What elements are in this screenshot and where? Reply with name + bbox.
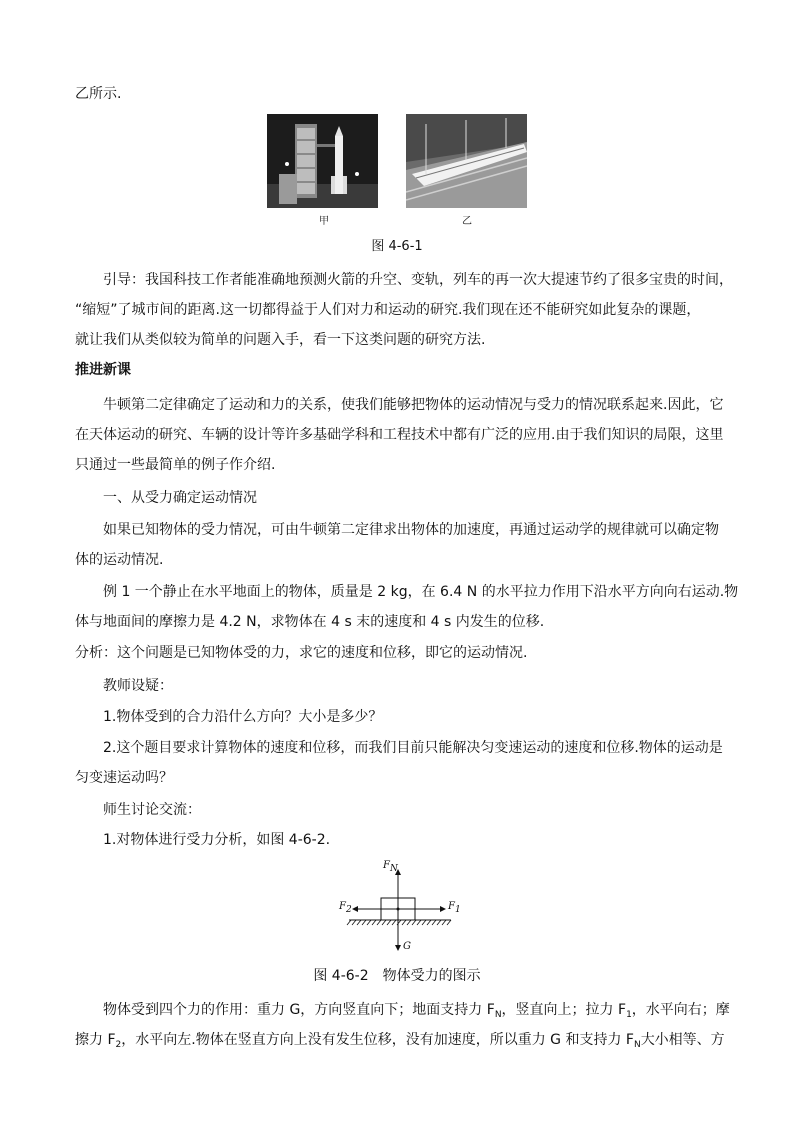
text-line: “缩短”了城市间的距离.这一切都得益于人们对力和运动的研究.我们现在还不能研究如此复杂的课题， <box>75 302 701 318</box>
text-line: 教师设疑： <box>103 678 173 694</box>
text-line: 1.物体受到的合力沿什么方向？大小是多少？ <box>103 709 383 725</box>
force-diagram <box>335 858 465 958</box>
text-line: 如果已知物体的受力情况，可由牛顿第二定律求出物体的加速度，再通过运动学的规律就可以确定物 <box>103 522 719 538</box>
rocket-launch-photo <box>267 114 378 208</box>
text-line: 体与地面间的摩擦力是 4.2 N，求物体在 4 s 末的速度和 4 s 内发生的位移. <box>75 614 545 630</box>
text-line: 1.对物体进行受力分析，如图 4-6-2. <box>103 832 331 848</box>
text-line: 物体受到四个力的作用：重力 G，方向竖直向下；地面支持力 $F_N$，竖直向上；拉力 $F_1$，水平向右；摩 <box>103 1002 730 1020</box>
text-line: 擦力 $F_2$，水平向左.物体在竖直方向上没有发生位移，没有加速度，所以重力 G 和支持力 $F_N$大小相等、方 <box>75 1032 725 1050</box>
text-line: 牛顿第二定律确定了运动和力的关系，使我们能够把物体的运动情况与受力的情况联系起来.因此，它 <box>103 397 724 413</box>
force-label-friction: $F_2$ <box>339 901 352 915</box>
force-label-gravity: G <box>403 941 411 952</box>
text-line: 在天体运动的研究、车辆的设计等许多基础学科和工程技术中都有广泛的应用.由于我们知识的局限，这里 <box>75 427 724 443</box>
text-line: 引导：我国科技工作者能准确地预测火箭的升空、变轨，列车的再一次大提速节约了很多宝贵的时间， <box>103 272 733 288</box>
high-speed-train-photo <box>406 114 527 208</box>
text-line: 只通过一些最简单的例子作介绍. <box>75 457 276 473</box>
text-line: 匀变速运动吗？ <box>75 770 173 786</box>
force-label-pull: $F_1$ <box>448 901 461 915</box>
subheading: 一、从受力确定运动情况 <box>103 490 257 506</box>
force-label-normal: $F_N$ <box>383 860 398 874</box>
figure-label-b: 乙 <box>462 216 472 227</box>
text-line: 师生讨论交流： <box>103 802 201 818</box>
figure-label-a: 甲 <box>319 216 329 227</box>
figure-caption: 图 4-6-2 物体受力的图示 <box>313 968 481 984</box>
section-heading: 推进新课 <box>75 362 131 378</box>
text-line: 乙所示. <box>75 86 122 102</box>
text-line: 例 1 一个静止在水平地面上的物体，质量是 2 kg，在 6.4 N 的水平拉力作用下沿水平方向向右运动.物 <box>103 584 739 600</box>
figure-caption: 图 4-6-1 <box>371 239 423 254</box>
text-line: 分析：这个问题是已知物体受的力，求它的速度和位移，即它的运动情况. <box>75 645 528 661</box>
text-line: 就让我们从类似较为简单的问题入手，看一下这类问题的研究方法. <box>75 332 486 348</box>
text-line: 体的运动情况. <box>75 552 164 568</box>
text-line: 2.这个题目要求计算物体的速度和位移，而我们目前只能解决匀变速运动的速度和位移.物体的运动是 <box>103 740 723 756</box>
